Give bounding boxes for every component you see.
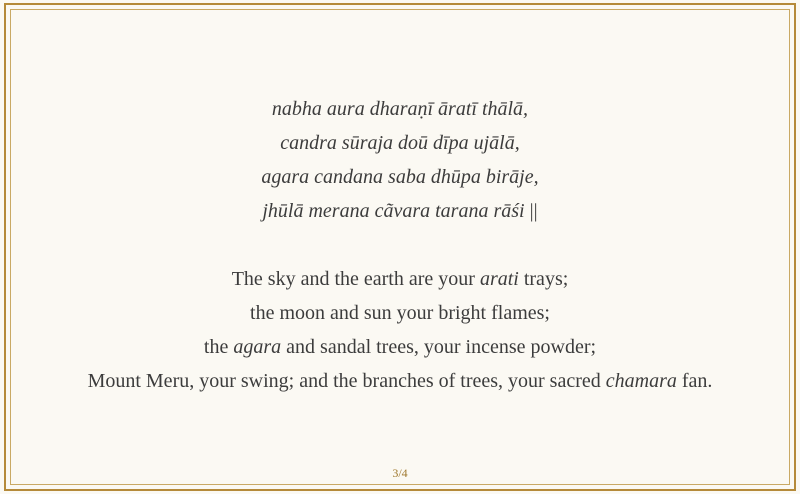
verse-block bbox=[0, 92, 800, 228]
translation-line-3 bbox=[0, 330, 800, 364]
inner-border bbox=[10, 9, 790, 485]
translation-line-4-end: fan. bbox=[676, 370, 713, 392]
translation-line-4 bbox=[0, 364, 800, 398]
translation-line-4-start: Mount Meru, your swing; and the branches of trees, your sacred bbox=[87, 370, 606, 392]
translation-line-1 bbox=[0, 262, 800, 296]
translation-block bbox=[0, 262, 800, 398]
verse-line-1: nabha aura dharaṇī āratī thālā, bbox=[271, 98, 529, 120]
translation-line-1-end: trays; bbox=[518, 268, 569, 290]
translation-line-1-start: The sky and the earth are your bbox=[231, 268, 480, 290]
verse-line-3: agara candana saba dhūpa birāje, bbox=[261, 166, 539, 188]
verse-line-4 bbox=[0, 194, 800, 228]
translation-line-3-start: the bbox=[203, 336, 234, 358]
translation-line-3-end: and sandal trees, your incense powder; bbox=[281, 336, 597, 358]
verse-line-4-text: jhūlā merana cãvara tarana rāśi bbox=[262, 200, 525, 222]
translation-line-2: the moon and sun your bright flames; bbox=[250, 302, 550, 324]
page-number: 3/4 bbox=[392, 466, 408, 480]
translation-term-agara: agara bbox=[233, 336, 282, 358]
verse-line-2: candra sūraja doū dīpa ujālā, bbox=[280, 132, 520, 154]
translation-term-chamara: chamara bbox=[605, 370, 677, 392]
verse-end-mark: || bbox=[529, 200, 538, 222]
translation-term-arati: arati bbox=[479, 268, 519, 290]
